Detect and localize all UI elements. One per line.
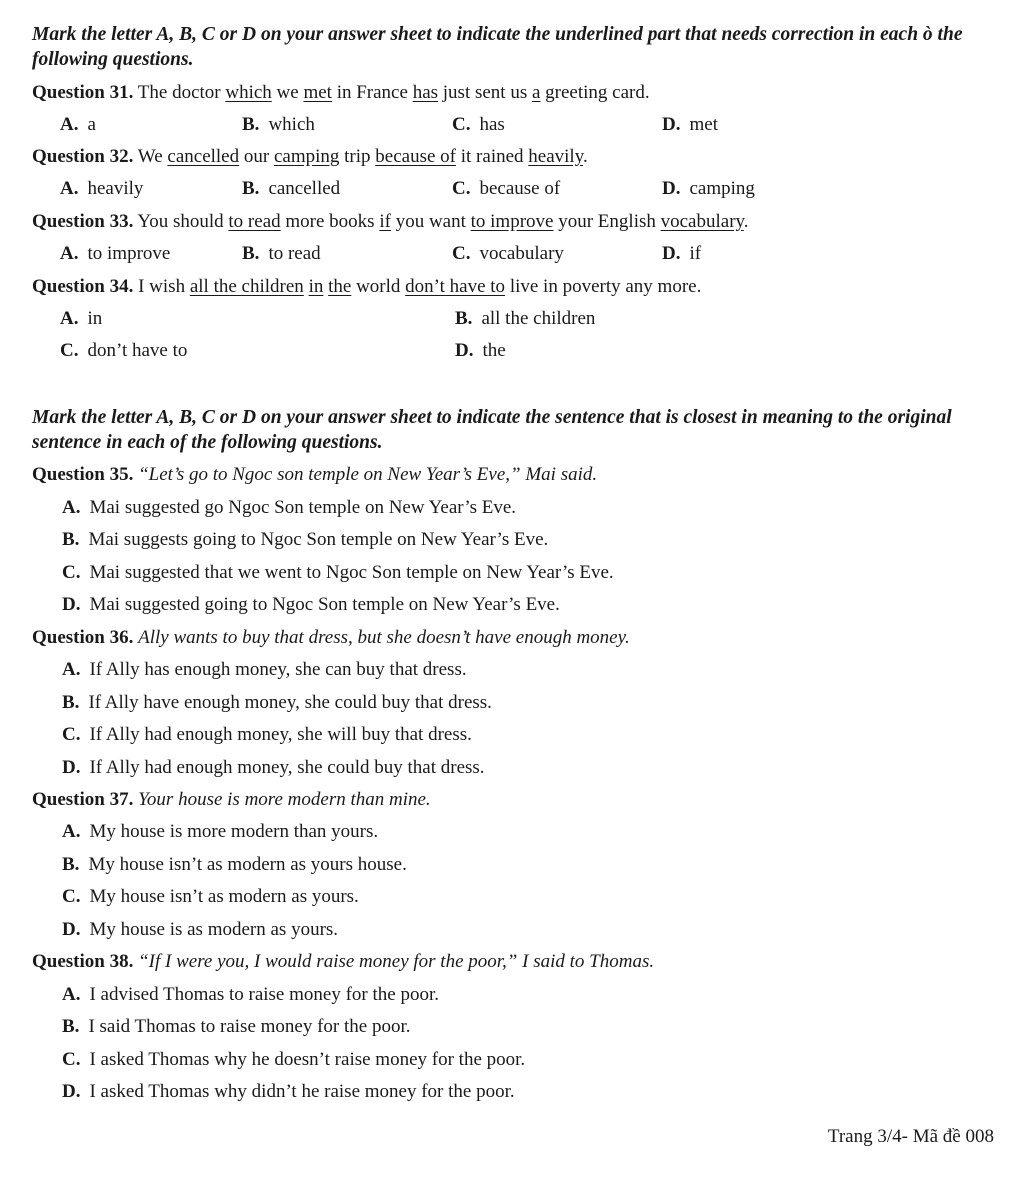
question-38 — [32, 951, 654, 973]
option-a[interactable] — [60, 243, 170, 265]
option-text: If Ally had enough money, she will buy that dress. — [89, 724, 472, 745]
option-letter: C. — [452, 243, 471, 264]
option-letter: B. — [242, 178, 260, 199]
question-32 — [32, 146, 588, 168]
underlined-part: the — [328, 276, 352, 297]
option-b[interactable] — [455, 308, 595, 330]
option-letter: C. — [62, 724, 81, 745]
option-text: If Ally has enough money, she can buy that dress. — [89, 659, 467, 680]
question-label: Question 36. — [32, 627, 134, 648]
option-c[interactable] — [452, 114, 505, 136]
option-d[interactable] — [662, 243, 701, 265]
question-35 — [32, 464, 597, 486]
option-text: a — [87, 114, 96, 135]
option-letter: C. — [452, 114, 471, 135]
option-letter: B. — [455, 308, 473, 329]
option-text: Mai suggested going to Ngoc Son temple on New Year’s Eve. — [89, 594, 560, 615]
text-segment: our — [239, 146, 274, 167]
question-prompt: “Let’s go to Ngoc son temple on New Year’s Eve,” Mai said. — [138, 464, 598, 485]
option-text: vocabulary — [479, 243, 564, 264]
option-letter: A. — [62, 821, 81, 842]
option-text: camping — [689, 178, 755, 199]
option-a[interactable] — [62, 984, 439, 1006]
option-letter: D. — [455, 340, 474, 361]
option-b[interactable] — [62, 529, 548, 551]
question-prompt: Ally wants to buy that dress, but she doesn’t have enough money. — [138, 627, 630, 648]
option-letter: B. — [62, 692, 80, 713]
option-b[interactable] — [242, 114, 315, 136]
question-36 — [32, 627, 630, 649]
option-letter: A. — [62, 984, 81, 1005]
option-d[interactable] — [662, 178, 755, 200]
text-segment: trip — [339, 146, 376, 167]
option-text: I asked Thomas why he doesn’t raise money for the poor. — [89, 1049, 526, 1070]
underlined-part: all the children — [189, 276, 304, 297]
option-d[interactable] — [62, 919, 338, 941]
option-letter: B. — [62, 529, 80, 550]
option-text: My house isn’t as modern as yours house. — [88, 854, 407, 875]
option-letter: C. — [62, 1049, 81, 1070]
option-text: because of — [479, 178, 561, 199]
option-letter: C. — [62, 886, 81, 907]
option-text: If Ally have enough money, she could buy that dress. — [88, 692, 492, 713]
underlined-part: heavily — [528, 146, 583, 167]
option-letter: D. — [662, 114, 681, 135]
text-segment: live in poverty any more. — [505, 276, 702, 297]
option-a[interactable] — [60, 308, 102, 330]
question-31 — [32, 82, 650, 104]
option-text: I said Thomas to raise money for the poor. — [88, 1016, 411, 1037]
option-d[interactable] — [662, 114, 718, 136]
option-c[interactable] — [452, 243, 564, 265]
option-c[interactable] — [62, 562, 614, 584]
option-text: don’t have to — [87, 340, 188, 361]
underlined-part: vocabulary — [660, 211, 744, 232]
underlined-part: met — [303, 82, 332, 103]
option-b[interactable] — [242, 178, 340, 200]
underlined-part: because of — [375, 146, 456, 167]
section1-instruction: Mark the letter A, B, C or D on your answer sheet to indicate the underlined part that needs correction in each ò the following questions. — [32, 24, 963, 70]
underlined-part: to read — [228, 211, 281, 232]
text-segment: more books — [280, 211, 380, 232]
text-segment: . — [582, 146, 588, 167]
underlined-part: if — [379, 211, 391, 232]
question-prompt: Your house is more modern than mine. — [138, 789, 431, 810]
option-text: Mai suggests going to Ngoc Son temple on New Year’s Eve. — [88, 529, 549, 550]
question-33 — [32, 211, 749, 233]
option-c[interactable] — [60, 340, 187, 362]
underlined-part: which — [225, 82, 272, 103]
option-b[interactable] — [62, 854, 407, 876]
option-letter: C. — [62, 562, 81, 583]
text-segment: we — [271, 82, 304, 103]
option-letter: A. — [62, 659, 81, 680]
option-b[interactable] — [242, 243, 321, 265]
option-letter: A. — [60, 308, 79, 329]
option-text: My house isn’t as modern as yours. — [89, 886, 359, 907]
option-text: to improve — [87, 243, 171, 264]
option-text: My house is as modern as yours. — [89, 919, 339, 940]
option-d[interactable] — [455, 340, 506, 362]
option-a[interactable] — [62, 821, 378, 843]
option-text: the — [482, 340, 506, 361]
option-text: Mai suggested go Ngoc Son temple on New Year’s Eve. — [89, 497, 517, 518]
underlined-part: has — [412, 82, 439, 103]
option-letter: D. — [662, 243, 681, 264]
option-letter: D. — [662, 178, 681, 199]
option-text: cancelled — [268, 178, 341, 199]
option-text: heavily — [87, 178, 144, 199]
option-letter: C. — [60, 340, 79, 361]
option-a[interactable] — [60, 178, 143, 200]
text-segment: your English — [553, 211, 661, 232]
question-label: Question 34. — [32, 276, 134, 297]
text-segment: you want — [390, 211, 471, 232]
option-text: If Ally had enough money, she could buy that dress. — [89, 757, 485, 778]
text-segment: greeting card. — [540, 82, 650, 103]
option-d[interactable] — [62, 757, 485, 779]
option-letter: A. — [60, 243, 79, 264]
section2-instruction: Mark the letter A, B, C or D on your answer sheet to indicate the sentence that is closest in meaning to the original sentence in each of the following questions. — [32, 407, 952, 453]
option-text: all the children — [481, 308, 596, 329]
underlined-part: in — [308, 276, 324, 297]
underlined-part: cancelled — [167, 146, 240, 167]
text-segment: I wish — [138, 276, 190, 297]
option-letter: A. — [60, 114, 79, 135]
option-text: I asked Thomas why didn’t he raise money for the poor. — [89, 1081, 515, 1102]
question-prompt: “If I were you, I would raise money for the poor,” I said to Thomas. — [138, 951, 655, 972]
option-c[interactable] — [62, 1049, 525, 1071]
question-label: Question 37. — [32, 789, 134, 810]
underlined-part: to improve — [470, 211, 554, 232]
option-text: which — [268, 114, 315, 135]
option-d[interactable] — [62, 1081, 515, 1103]
option-text: has — [479, 114, 505, 135]
text-segment: You should — [137, 211, 229, 232]
option-letter: D. — [62, 757, 81, 778]
option-a[interactable] — [60, 114, 96, 136]
option-c[interactable] — [62, 886, 359, 908]
option-letter: B. — [242, 243, 260, 264]
option-text: if — [689, 243, 702, 264]
option-a[interactable] — [62, 659, 467, 681]
option-text: met — [689, 114, 718, 135]
option-letter: D. — [62, 919, 81, 940]
question-label: Question 35. — [32, 464, 134, 485]
option-b[interactable] — [62, 692, 492, 714]
underlined-part: don’t have to — [405, 276, 506, 297]
option-b[interactable] — [62, 1016, 411, 1038]
question-label: Question 38. — [32, 951, 134, 972]
text-segment: . — [743, 211, 749, 232]
option-d[interactable] — [62, 594, 560, 616]
question-label: Question 31. — [32, 82, 134, 103]
option-letter: B. — [242, 114, 260, 135]
option-letter: B. — [62, 1016, 80, 1037]
option-letter: D. — [62, 594, 81, 615]
text-segment: world — [351, 276, 406, 297]
text-segment: We — [137, 146, 168, 167]
option-text: in — [87, 308, 103, 329]
option-letter: C. — [452, 178, 471, 199]
option-letter: A. — [60, 178, 79, 199]
option-text: My house is more modern than yours. — [89, 821, 379, 842]
option-letter: D. — [62, 1081, 81, 1102]
underlined-part: camping — [273, 146, 340, 167]
text-segment: it rained — [456, 146, 529, 167]
option-letter: A. — [62, 497, 81, 518]
page-footer: Trang 3/4- Mã đề 008 — [827, 1126, 994, 1147]
option-text: I advised Thomas to raise money for the poor. — [89, 984, 439, 1005]
text-segment: The doctor — [137, 82, 226, 103]
question-label: Question 33. — [32, 211, 134, 232]
underlined-part: a — [531, 82, 541, 103]
question-label: Question 32. — [32, 146, 134, 167]
text-segment: in France — [331, 82, 413, 103]
option-letter: B. — [62, 854, 80, 875]
option-c[interactable] — [452, 178, 560, 200]
option-c[interactable] — [62, 724, 472, 746]
option-a[interactable] — [62, 497, 516, 519]
text-segment: just sent us — [438, 82, 532, 103]
option-text: Mai suggested that we went to Ngoc Son temple on New Year’s Eve. — [89, 562, 614, 583]
option-text: to read — [268, 243, 321, 264]
question-34 — [32, 276, 701, 298]
question-37 — [32, 789, 431, 811]
